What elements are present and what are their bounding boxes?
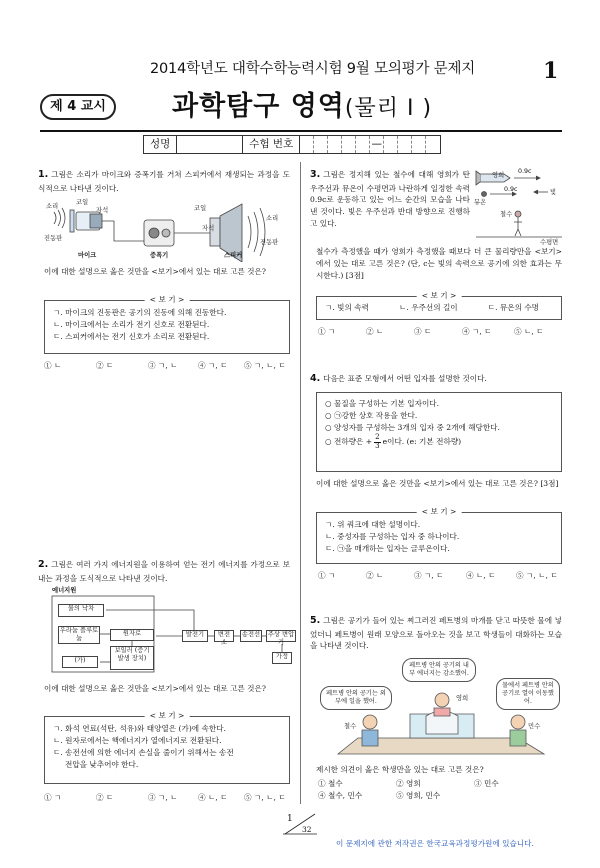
q4-option[interactable]: ③ ㄱ, ㄷ bbox=[414, 571, 444, 580]
q2-box-generator: 발전기 bbox=[182, 630, 208, 642]
q3-option[interactable]: ③ ㄷ bbox=[414, 327, 432, 336]
q1-option[interactable]: ⑤ ㄱ, ㄴ, ㄷ bbox=[244, 361, 286, 370]
q1-label-diaphragm: 진동판 bbox=[44, 235, 63, 242]
number-cell[interactable] bbox=[412, 136, 426, 153]
q4-number: 4. bbox=[310, 373, 321, 384]
q4-prompt bbox=[316, 478, 562, 490]
q2-option[interactable]: ② ㄷ bbox=[96, 793, 114, 802]
number-cell[interactable] bbox=[300, 136, 314, 153]
q2-option[interactable]: ⑤ ㄱ, ㄴ, ㄷ bbox=[244, 793, 286, 802]
footer-total-pages: 32 bbox=[302, 825, 312, 834]
q2-box-uranium: 우라늄 플루토늄 bbox=[58, 626, 100, 644]
q2-box-pole-transformer: 주상 변압기 bbox=[267, 631, 295, 646]
q2-option[interactable]: ③ ㄱ, ㄴ bbox=[148, 793, 178, 802]
subject-main: 과학탐구 영역 bbox=[172, 91, 345, 122]
q1-label-diaphragm2: 진동판 bbox=[260, 239, 279, 246]
q2-item: ㄴ. 원자로에서는 핵에너지가 열에너지로 전환된다. bbox=[53, 736, 222, 746]
q1-prompt bbox=[44, 266, 290, 278]
q5-name-cheolsu: 철수 bbox=[344, 723, 357, 730]
q3-label-v2: 0.9c bbox=[504, 186, 518, 193]
q5-option[interactable]: ② 영희 bbox=[396, 779, 421, 788]
subject-sub: (물리 I ) bbox=[344, 96, 433, 121]
q4-desc-item: e이다. (e: 기본 전하량) bbox=[382, 437, 462, 447]
q2-label-title: 에너지원 bbox=[52, 587, 77, 594]
q5-number: 5. bbox=[310, 615, 321, 626]
q1-label-magnet2: 자석 bbox=[202, 225, 215, 232]
question-2 bbox=[38, 558, 290, 584]
q1-label-magnet: 자석 bbox=[96, 207, 109, 214]
q3-options bbox=[318, 326, 544, 338]
q2-box-water: 물의 낙차 bbox=[58, 604, 104, 617]
q1-label-coil2: 코일 bbox=[194, 205, 207, 212]
question-1 bbox=[38, 168, 290, 194]
question-5 bbox=[310, 614, 562, 652]
q4-desc-item: ○ ㉠강한 상호 작용을 한다. bbox=[325, 411, 418, 421]
q5-bubble-cheolsu: 페트병 안의 공기는 외부에 일을 했어. bbox=[320, 686, 392, 710]
exam-number-label: 수험 번호 bbox=[243, 136, 300, 153]
number-separator: — bbox=[370, 136, 384, 153]
q3-label-v1: 0.9c bbox=[518, 168, 532, 175]
q3-choices-box bbox=[316, 291, 562, 320]
q5-name-younghee: 영희 bbox=[456, 695, 469, 702]
q5-prompt bbox=[316, 764, 562, 776]
q2-option[interactable]: ④ ㄴ, ㄷ bbox=[198, 793, 228, 802]
name-and-number-box bbox=[143, 135, 441, 154]
q3-label-muon: 뮤온 bbox=[474, 199, 487, 206]
header-page-number: 1 bbox=[543, 58, 559, 84]
q2-prompt-text: 이에 대한 설명으로 옳은 것만을 <보기>에서 있는 대로 고른 것은? bbox=[44, 684, 266, 693]
q4-desc-charge bbox=[325, 434, 553, 450]
q1-text: 그림은 소리가 마이크와 증폭기를 거쳐 스피커에서 재생되는 과정을 도식적으로 나타낸 것이다. bbox=[38, 170, 290, 193]
spaceship-muon-diagram bbox=[474, 166, 564, 246]
subject-title bbox=[172, 86, 432, 128]
q5-prompt-text: 제시한 의견이 옳은 학생만을 있는 대로 고른 것은? bbox=[316, 765, 484, 774]
q4-desc-item: ○ 전하량은 + bbox=[325, 437, 373, 447]
q5-options bbox=[318, 778, 558, 802]
q2-box-boiler: 보일러 (증기 발생 장치) bbox=[110, 646, 154, 670]
q4-box-caption: < 보 기 > bbox=[417, 506, 462, 518]
q3-figure bbox=[474, 166, 564, 246]
number-cell[interactable] bbox=[328, 136, 342, 153]
number-cell[interactable] bbox=[314, 136, 328, 153]
q1-label-amp: 증폭기 bbox=[150, 252, 169, 259]
q5-option[interactable]: ① 철수 bbox=[318, 779, 343, 788]
q5-figure bbox=[318, 658, 562, 758]
q4-item: ㄷ. ㉠을 매개하는 입자는 글루온이다. bbox=[325, 544, 450, 554]
q3-text: 그림은 정지해 있는 철수에 대해 영희가 탄 우주선과 뮤온이 수평면과 나란하게 일정한 속력 0.9c로 운동하고 있는 어느 순간의 모습을 나타낸 것이다. 빛은 우주선과 반대 방향으로 진행하고 있다. bbox=[310, 170, 470, 229]
footer-page-number: 1 bbox=[287, 814, 293, 824]
q2-box-transmission: 송전선 bbox=[240, 630, 262, 642]
q1-choices-box bbox=[44, 295, 290, 354]
q1-number: 1. bbox=[38, 169, 49, 180]
q1-item: ㄴ. 마이크에서는 소리가 전기 신호로 전환된다. bbox=[53, 320, 210, 330]
copyright-notice: 이 문제지에 관한 저작권은 한국교육과정평가원에 있습니다. bbox=[336, 839, 534, 848]
q2-text: 그림은 여러 가지 에너지원을 이용하여 얻는 전기 에너지를 가정으로 보내는 과정을 도식적으로 나타낸 것이다. bbox=[38, 560, 290, 583]
q1-figure bbox=[40, 196, 290, 262]
q3-item: ㄷ. 뮤온의 수명 bbox=[487, 303, 539, 312]
q3-option[interactable]: ② ㄴ bbox=[366, 327, 384, 336]
q4-frac-num: 2 bbox=[375, 433, 380, 442]
number-cell[interactable] bbox=[384, 136, 398, 153]
q4-option[interactable]: ④ ㄴ, ㄷ bbox=[466, 571, 496, 580]
q2-options bbox=[44, 792, 286, 804]
question-4 bbox=[310, 372, 562, 387]
q1-label-speaker: 스피커 bbox=[224, 252, 243, 259]
number-cell[interactable] bbox=[342, 136, 356, 153]
q1-box-caption: < 보 기 > bbox=[145, 294, 190, 306]
exam-title: 2014학년도 대학수학능력시험 9월 모의평가 문제지 bbox=[150, 61, 476, 77]
q1-item: ㄱ. 마이크의 진동판은 공기의 진동에 의해 진동한다. bbox=[53, 308, 227, 317]
q2-box-substation: 변전소 bbox=[214, 630, 234, 642]
q2-box-caption: < 보 기 > bbox=[145, 710, 190, 722]
q1-option[interactable]: ③ ㄱ, ㄴ bbox=[148, 361, 178, 370]
q3-item: ㄴ. 우주선의 길이 bbox=[399, 303, 458, 312]
q4-desc-item: ○ 양성자를 구성하는 3개의 입자 중 2개에 해당한다. bbox=[325, 423, 500, 433]
q1-prompt-text: 이에 대한 설명으로 옳은 것만을 <보기>에서 있는 대로 고른 것은? bbox=[44, 267, 266, 276]
q3-number: 3. bbox=[310, 169, 321, 180]
q2-item: 전압을 낮추어야 한다. bbox=[65, 760, 139, 770]
q4-fraction bbox=[374, 434, 380, 450]
header-rule bbox=[40, 130, 562, 132]
q3-prompt bbox=[316, 246, 562, 281]
q3-option[interactable]: ④ ㄱ, ㄷ bbox=[462, 327, 492, 336]
q1-option[interactable]: ② ㄷ bbox=[96, 361, 114, 370]
number-cell[interactable] bbox=[398, 136, 412, 153]
question-3 bbox=[310, 168, 470, 230]
q2-item: ㄱ. 화석 연료(석탄, 석유)와 태양열은 (가)에 속한다. bbox=[53, 724, 226, 733]
q2-box-home: 가정 bbox=[272, 652, 292, 664]
q2-figure bbox=[44, 586, 294, 676]
q2-box-reactor: 원자로 bbox=[110, 629, 154, 641]
q2-option[interactable]: ① ㄱ bbox=[44, 793, 62, 802]
q1-item: ㄷ. 스피커에서는 전기 신호가 소리로 전환된다. bbox=[53, 332, 210, 342]
name-label: 성명 bbox=[144, 136, 177, 153]
q1-option[interactable]: ① ㄴ bbox=[44, 361, 62, 370]
q4-prompt-text: 이에 대한 설명으로 옳은 것만을 <보기>에서 있는 대로 고른 것은? [3점] bbox=[316, 479, 559, 488]
q1-option[interactable]: ④ ㄱ, ㄷ bbox=[198, 361, 228, 370]
q3-box-caption: < 보 기 > bbox=[417, 290, 462, 302]
footer-page-indicator bbox=[283, 813, 317, 835]
q1-label-sound: 소리 bbox=[46, 203, 59, 210]
q5-bubble-minsu: 물에서 페트병 안의 공기로 열이 이동했어. bbox=[496, 678, 560, 710]
q2-choices-box bbox=[44, 711, 290, 784]
q4-option[interactable]: ⑤ ㄱ, ㄴ, ㄷ bbox=[516, 571, 558, 580]
name-field[interactable] bbox=[177, 136, 243, 153]
q2-number: 2. bbox=[38, 559, 49, 570]
q5-option[interactable]: ③ 민수 bbox=[474, 779, 499, 788]
q3-label-light: 빛 bbox=[550, 189, 557, 196]
q3-option[interactable]: ⑤ ㄴ, ㄷ bbox=[514, 327, 544, 336]
q1-label-mic: 마이크 bbox=[78, 252, 97, 259]
q4-description-box bbox=[316, 392, 562, 472]
q4-item: ㄱ. 위 쿼크에 대한 설명이다. bbox=[325, 520, 421, 529]
period-badge: 제 4 교시 bbox=[40, 94, 116, 120]
number-cell[interactable] bbox=[426, 136, 440, 153]
q5-name-minsu: 민수 bbox=[528, 723, 541, 730]
column-divider bbox=[300, 162, 301, 804]
q2-prompt bbox=[44, 683, 290, 695]
q4-desc-item: ○ 물질을 구성하는 기본 입자이다. bbox=[325, 399, 440, 408]
q1-options bbox=[44, 360, 286, 372]
q3-label-ground: 수평면 bbox=[540, 239, 559, 246]
q3-item: ㄱ. 빛의 속력 bbox=[325, 303, 369, 312]
q3-prompt-text: 철수가 측정했을 때가 영희가 측정했을 때보다 더 큰 물리량만을 <보기>에서 있는 대로 고른 것은? (단, c는 빛의 속력으로 공기에 의한 효과는 무시한다.) [3점] bbox=[316, 247, 562, 280]
q2-item: ㄷ. 송전선에 의한 에너지 손실을 줄이기 위해서는 송전 bbox=[53, 748, 234, 758]
q4-text: 다음은 표준 모형에서 어떤 입자를 설명한 것이다. bbox=[323, 374, 487, 383]
q3-label-cheolsu: 철수 bbox=[500, 211, 513, 218]
q3-label-younghee: 영희 bbox=[492, 172, 505, 179]
q4-option[interactable]: ② ㄴ bbox=[366, 571, 384, 580]
q4-item: ㄴ. 중성자를 구성하는 입자 중 하나이다. bbox=[325, 532, 460, 542]
q5-option[interactable]: ⑤ 영희, 민수 bbox=[396, 790, 441, 800]
q5-text: 그림은 공기가 들어 있는 찌그러진 페트병의 마개를 닫고 따뜻한 물에 넣었더니 페트병이 원래 모양으로 돌아오는 것을 보고 학생들이 대화하는 모습을 나타낸 것이다. bbox=[310, 616, 562, 651]
q1-label-sound2: 소리 bbox=[266, 215, 279, 222]
q2-box-ga: (가) bbox=[62, 656, 98, 668]
q5-bubble-younghee: 페트병 안의 공기의 내부 에너지는 감소했어. bbox=[402, 658, 476, 682]
q3-option[interactable]: ① ㄱ bbox=[318, 327, 336, 336]
q5-option[interactable]: ④ 철수, 민수 bbox=[318, 790, 363, 800]
q4-choices-box bbox=[316, 507, 562, 564]
q1-label-coil: 코일 bbox=[76, 199, 89, 206]
q4-options bbox=[318, 570, 558, 582]
q4-option[interactable]: ① ㄱ bbox=[318, 571, 336, 580]
q4-frac-den: 3 bbox=[375, 441, 380, 450]
number-cell[interactable] bbox=[356, 136, 370, 153]
